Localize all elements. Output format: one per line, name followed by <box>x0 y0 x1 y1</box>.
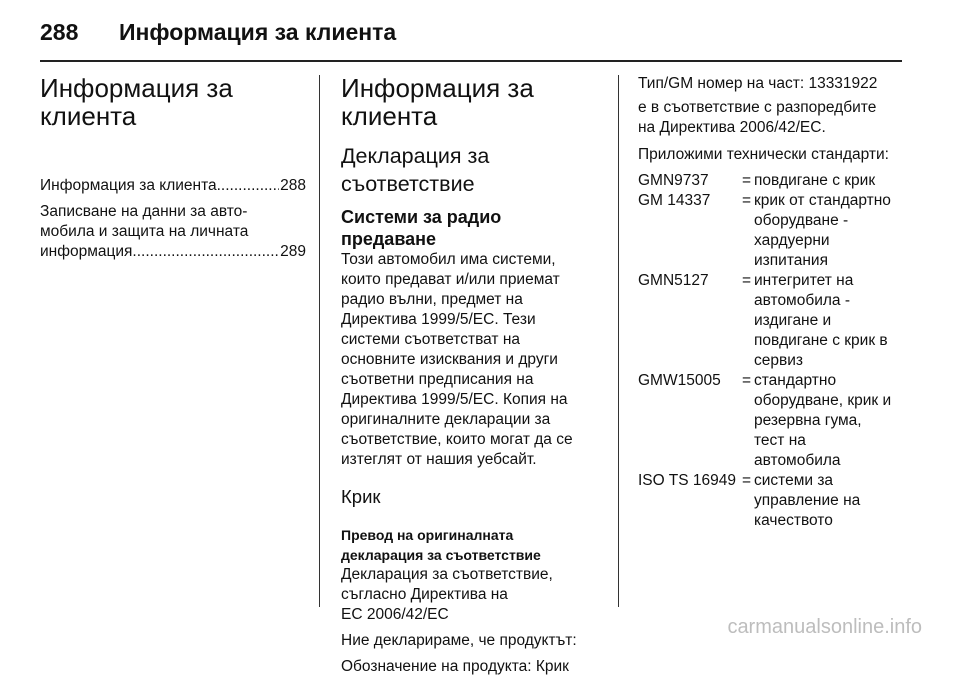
standard-description-line: автомобила <box>754 452 841 469</box>
paragraph-line: радио вълни, предмет на <box>341 291 523 308</box>
paragraph-line: изтеглят от нашия уебсайт. <box>341 451 537 468</box>
toc-heading-line: Информация за <box>40 73 233 103</box>
standard-description-line: крик от стандартно <box>754 192 891 209</box>
declaration-heading-line: съответствие <box>341 172 475 196</box>
paragraph-line: ЕС 2006/42/ЕС <box>341 606 449 623</box>
standard-row <box>638 371 891 471</box>
jack-declare-line: Ние декларираме, че продуктът: <box>341 632 577 649</box>
paragraph-line: на Директива 2006/42/ЕС. <box>638 119 826 136</box>
standard-description-line: интегритет на <box>754 272 854 289</box>
paragraph-line: системи съответстват на <box>341 331 521 348</box>
standard-description-line: системи за <box>754 472 834 489</box>
toc-heading-line: клиента <box>40 101 137 131</box>
paragraph-line: Директива 1999/5/ЕС. Тези <box>341 311 536 328</box>
paragraph-line: съответствие, които могат да се <box>341 431 573 448</box>
paragraph-line: Декларация за съответствие, <box>341 566 553 583</box>
standard-row <box>638 191 891 271</box>
standards-table <box>638 171 891 531</box>
standard-description-line: резервна гума, <box>754 412 862 429</box>
toc-leader-dots <box>132 242 279 262</box>
header-rule <box>40 60 902 62</box>
standard-row <box>638 471 891 531</box>
standard-description-line: повдигане с крик <box>754 172 876 189</box>
toc-entry-page: 288 <box>280 177 306 194</box>
page-number: 288 <box>40 19 79 45</box>
standard-description-line: издигане и <box>754 312 832 329</box>
section-heading-line: клиента <box>341 101 438 131</box>
column-divider-2 <box>618 75 619 607</box>
paragraph-line: които предават и/или приемат <box>341 271 560 288</box>
toc-column <box>40 74 306 262</box>
standard-description-line: тест на <box>754 432 806 449</box>
standard-equals: = <box>742 272 752 289</box>
paragraph-line: оригиналните декларации за <box>341 411 551 428</box>
toc-entry-title: информация <box>40 243 133 260</box>
standard-description <box>754 271 891 371</box>
standard-code: GM 14337 <box>638 192 711 209</box>
paragraph-line: Тип/GM номер на част: 13331922 <box>638 75 878 92</box>
running-header-title: Информация за клиента <box>119 19 397 45</box>
toc-entry-title: мобила и защита на личната <box>40 223 249 240</box>
declaration-heading-line: Декларация за <box>341 144 490 168</box>
standard-description-line: изпитания <box>754 252 828 269</box>
section-heading-line: Информация за <box>341 73 534 103</box>
standard-description-line: хардуерни <box>754 232 830 249</box>
content-column-2 <box>341 74 601 677</box>
standard-description-line: повдигане с крик в <box>754 332 888 349</box>
toc-entry-title: Информация за клиента <box>40 177 217 194</box>
paragraph-line: Този автомобил има системи, <box>341 251 556 268</box>
jack-product-line: Обозначение на продукта: Крик <box>341 658 569 675</box>
standard-code: ISO TS 16949 <box>638 472 736 489</box>
standard-equals: = <box>742 372 752 389</box>
standard-description <box>754 371 891 471</box>
paragraph-line: Директива 1999/5/ЕС. Копия на <box>341 391 568 408</box>
radio-systems-heading: Системи за радио предаване <box>341 207 502 249</box>
watermark: carmanualsonline.info <box>727 616 922 638</box>
toc-entry[interactable] <box>40 176 306 196</box>
standard-description-line: управление на <box>754 492 861 509</box>
standard-description-line: автомобила - <box>754 292 851 309</box>
standard-description <box>754 171 891 191</box>
part-number-paragraph <box>638 74 908 138</box>
standard-code: GMW15005 <box>638 372 721 389</box>
toc-leader-dots <box>217 176 280 196</box>
standard-code: GMN9737 <box>638 172 709 189</box>
toc-entry-title: Записване на данни за авто- <box>40 203 248 220</box>
jack-translation-heading-line: Превод на оригиналната <box>341 527 514 543</box>
standard-equals: = <box>742 192 752 209</box>
jack-translation-heading-line: декларация за съответствие <box>341 547 541 563</box>
column-divider-1 <box>319 75 320 607</box>
declaration-heading <box>341 142 601 198</box>
section-heading <box>341 74 601 130</box>
standard-description-line: сервиз <box>754 352 803 369</box>
standard-equals: = <box>742 172 752 189</box>
standard-code: GMN5127 <box>638 272 709 289</box>
paragraph-line: съгласно Директива на <box>341 586 508 603</box>
standard-description <box>754 471 891 531</box>
jack-translation-heading <box>341 525 601 565</box>
paragraph-line: е в съответствие с разпоредбите <box>638 99 877 116</box>
toc-entry[interactable] <box>40 202 306 262</box>
content-column-3 <box>638 74 908 531</box>
toc-heading <box>40 74 306 130</box>
standards-intro: Приложими технически стандарти: <box>638 146 889 163</box>
jack-heading: Крик <box>341 486 381 507</box>
standard-description-line: стандартно <box>754 372 837 389</box>
standard-description <box>754 191 891 271</box>
paragraph-line: основните изисквания и други <box>341 351 558 368</box>
standard-row <box>638 171 891 191</box>
standard-description-line: оборудване - <box>754 212 849 229</box>
toc-entry-page: 289 <box>280 243 306 260</box>
paragraph-line: съответни предписания на <box>341 371 534 388</box>
jack-declaration-paragraph <box>341 565 601 625</box>
standard-equals: = <box>742 472 752 489</box>
standard-description-line: оборудване, крик и <box>754 392 892 409</box>
radio-systems-paragraph <box>341 250 601 470</box>
standard-description-line: качеството <box>754 512 833 529</box>
standard-row <box>638 271 891 371</box>
